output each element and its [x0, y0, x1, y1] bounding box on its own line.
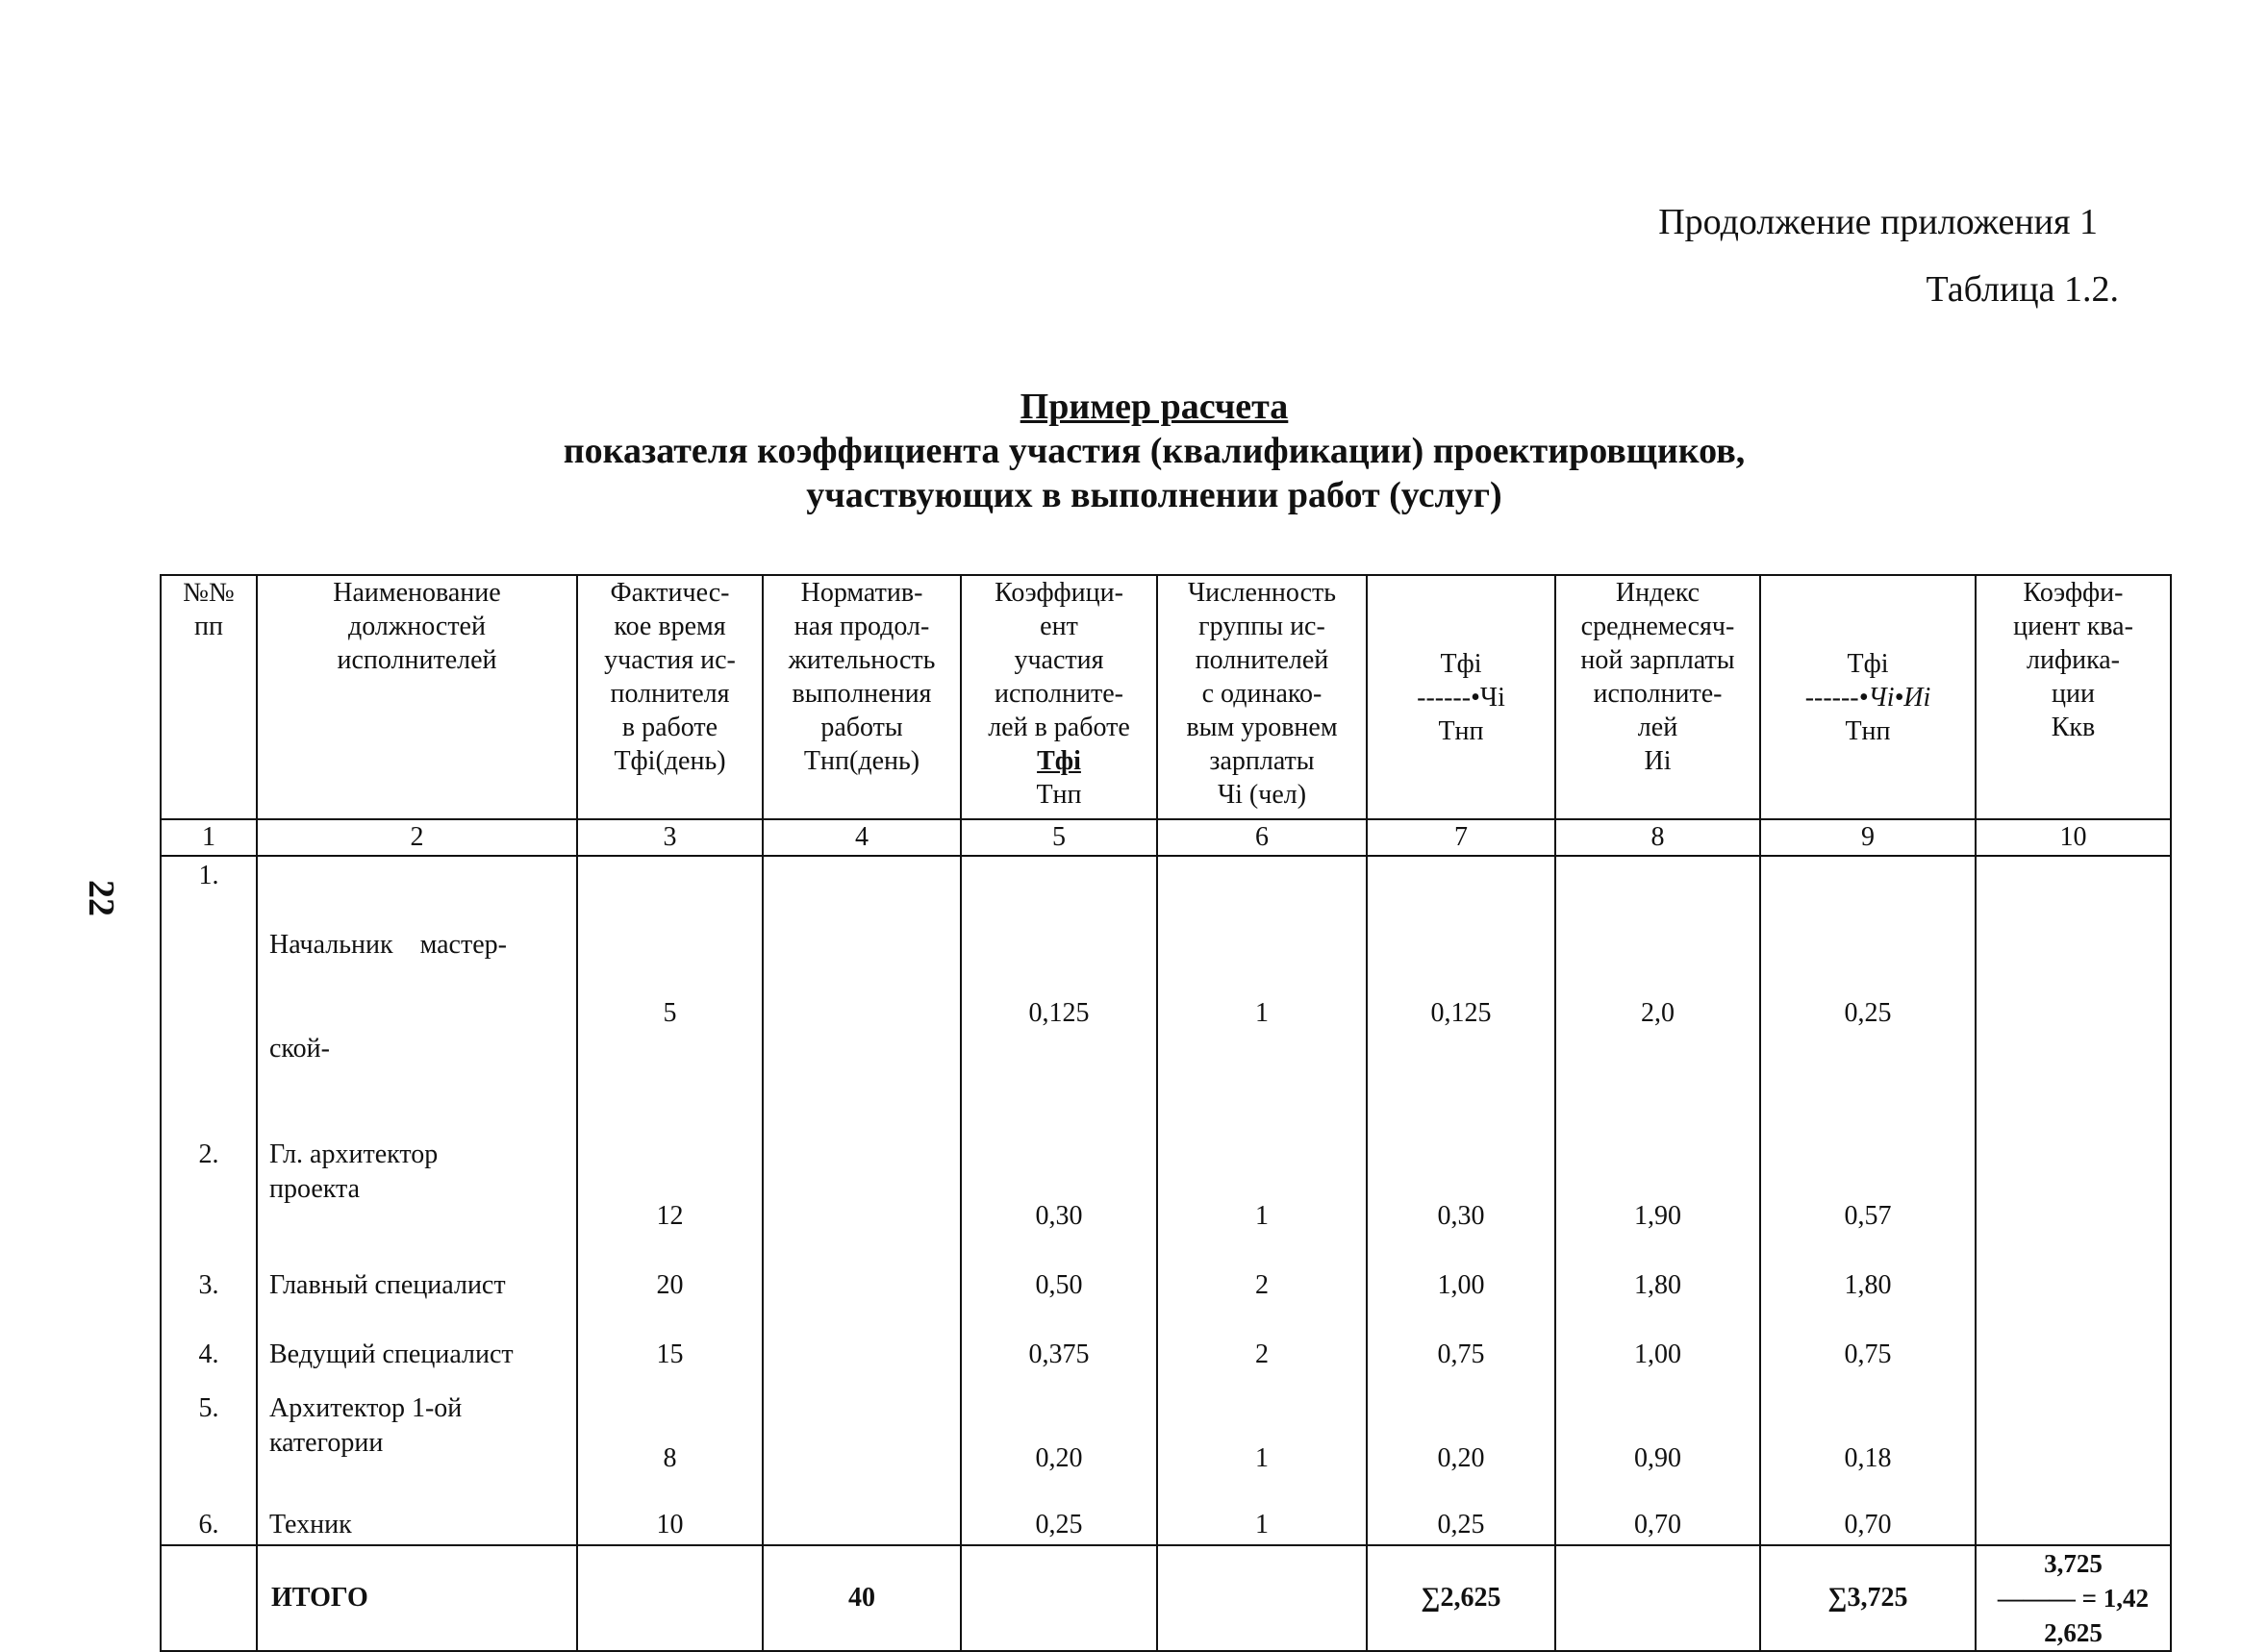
position-name-line: Архитектор 1-ой [269, 1393, 463, 1423]
header-text: с одинако- [1201, 679, 1323, 709]
header-text: кое время [614, 612, 726, 641]
page-number: 22 [81, 880, 121, 916]
participation-coefficient: 0,20 [961, 1378, 1157, 1482]
header-text: ент [1040, 612, 1078, 641]
actual-time: 12 [577, 1136, 763, 1239]
kkv-denominator: 2,625 [2044, 1618, 2103, 1647]
calculation-table [160, 574, 2172, 1652]
table-row [161, 1378, 2171, 1482]
header-text: пп [194, 612, 223, 641]
col9-value: 0,70 [1760, 1482, 1976, 1545]
col9-value: 1,80 [1760, 1239, 1976, 1309]
column-number: 8 [1555, 819, 1760, 856]
header-text: полнителей [1195, 645, 1329, 675]
table-row [161, 1136, 2171, 1239]
position-name [257, 856, 577, 1136]
header-text: Чi (чел) [1217, 780, 1307, 810]
actual-time: 10 [577, 1482, 763, 1545]
total-actual-time [577, 1545, 763, 1651]
header-text: должностей [348, 612, 486, 641]
position-name-line: категории [269, 1428, 384, 1458]
row-number: 6. [161, 1482, 257, 1545]
row-number: 4. [161, 1309, 257, 1378]
header-text: Тнп [1845, 715, 1891, 746]
normative-time [763, 1482, 961, 1545]
row-number: 5. [161, 1378, 257, 1482]
document-title [0, 385, 2242, 517]
row-number: 1. [161, 856, 257, 1136]
col9-value: 0,75 [1760, 1309, 1976, 1378]
position-name [257, 1482, 577, 1545]
column-number: 4 [763, 819, 961, 856]
header-col-6 [1157, 575, 1367, 819]
salary-index: 1,90 [1555, 1136, 1760, 1239]
header-col-1 [161, 575, 257, 819]
header-col-4 [763, 575, 961, 819]
header-text: Тнп [1036, 780, 1082, 810]
header-text: зарплаты [1209, 746, 1315, 776]
qualification-coefficient [1976, 1136, 2171, 1239]
header-text: ная продол- [794, 612, 930, 641]
salary-index: 2,0 [1555, 856, 1760, 1136]
kkv-numerator: 3,725 [2044, 1549, 2103, 1578]
header-text: Фактичес- [610, 578, 730, 608]
qualification-coefficient [1976, 1482, 2171, 1545]
header-text: исполните- [995, 679, 1123, 709]
header-text: Тнп [1438, 715, 1484, 746]
column-number: 9 [1760, 819, 1976, 856]
column-number: 5 [961, 819, 1157, 856]
header-text: Численность [1187, 578, 1337, 608]
total-label: ИТОГО [257, 1545, 577, 1651]
header-col-8 [1555, 575, 1760, 819]
table-row [161, 856, 2171, 1136]
header-text: ------•Чi [1417, 682, 1505, 713]
participation-coefficient: 0,50 [961, 1239, 1157, 1309]
col7-value: 1,00 [1367, 1239, 1555, 1309]
salary-index: 1,00 [1555, 1309, 1760, 1378]
salary-index: 1,80 [1555, 1239, 1760, 1309]
header-text: исполните- [1593, 679, 1723, 709]
column-number: 6 [1157, 819, 1367, 856]
total-col7: ∑2,625 [1367, 1545, 1555, 1651]
position-name-line: Ведущий специалист [269, 1339, 514, 1369]
position-name-line: Техник [269, 1510, 352, 1539]
col7-value: 0,20 [1367, 1378, 1555, 1482]
position-name [257, 1136, 577, 1239]
position-name-line: Главный специалист [269, 1270, 506, 1300]
total-group-size [1157, 1545, 1367, 1651]
qualification-coefficient [1976, 856, 2171, 1136]
group-size: 1 [1157, 1378, 1367, 1482]
position-name-line: ской- [269, 1034, 330, 1064]
row-number: 2. [161, 1136, 257, 1239]
normative-time [763, 1239, 961, 1309]
group-size: 2 [1157, 1239, 1367, 1309]
header-text: ной зарплаты [1580, 645, 1735, 675]
total-qualification-coefficient [1976, 1545, 2171, 1651]
column-number: 2 [257, 819, 577, 856]
header-text: Тнп(день) [803, 746, 920, 776]
total-coefficient [961, 1545, 1157, 1651]
col7-value: 0,25 [1367, 1482, 1555, 1545]
header-text: лифика- [2026, 645, 2120, 675]
participation-coefficient: 0,375 [961, 1309, 1157, 1378]
header-col-7 [1367, 575, 1555, 819]
col9-value: 0,18 [1760, 1378, 1976, 1482]
header-text: жительность [788, 645, 936, 675]
header-text: Тфi [1440, 648, 1482, 679]
table-row [161, 1309, 2171, 1378]
header-text: Наименование [333, 578, 501, 608]
header-text: выполнения [792, 679, 932, 709]
normative-time [763, 1136, 961, 1239]
total-number [161, 1545, 257, 1651]
group-size: 1 [1157, 1136, 1367, 1239]
header-text: лей [1637, 713, 1678, 742]
normative-time [763, 856, 961, 1136]
participation-coefficient: 0,125 [961, 856, 1157, 1136]
header-text: №№ [183, 578, 235, 608]
header-text: полнителя [610, 679, 730, 709]
continuation-label: Продолжение приложения 1 [1658, 202, 2098, 242]
group-size: 1 [1157, 856, 1367, 1136]
total-normative-time: 40 [763, 1545, 961, 1651]
position-name [257, 1378, 577, 1482]
header-col-9 [1760, 575, 1976, 819]
col7-value: 0,75 [1367, 1309, 1555, 1378]
group-size: 2 [1157, 1309, 1367, 1378]
header-col-2 [257, 575, 577, 819]
column-number: 7 [1367, 819, 1555, 856]
header-text: в работе [621, 713, 718, 742]
header-text: Норматив- [800, 578, 923, 608]
header-text: вым уровнем [1186, 713, 1338, 742]
qualification-coefficient [1976, 1239, 2171, 1309]
header-col-5 [961, 575, 1157, 819]
header-col-10 [1976, 575, 2171, 819]
header-text: Коэффи- [2023, 578, 2124, 608]
header-text: Тфi [1847, 648, 1889, 679]
title-line-1: Пример расчета [1020, 387, 1289, 427]
header-text: участия [1014, 645, 1104, 675]
header-text: среднемесяч- [1580, 612, 1735, 641]
column-number: 3 [577, 819, 763, 856]
group-size: 1 [1157, 1482, 1367, 1545]
header-text: Ккв [2051, 713, 2096, 742]
col9-value: 0,57 [1760, 1136, 1976, 1239]
header-text: Коэффици- [995, 578, 1123, 608]
title-line-3: участвующих в выполнении работ (услуг) [806, 475, 1502, 515]
total-salary-index [1555, 1545, 1760, 1651]
actual-time: 20 [577, 1239, 763, 1309]
total-row [161, 1545, 2171, 1651]
header-text: участия ис- [604, 645, 736, 675]
header-text: исполнителей [337, 645, 497, 675]
header-text: Тфi(день) [614, 746, 726, 776]
table-row [161, 1482, 2171, 1545]
position-name-line: проекта [269, 1174, 360, 1204]
actual-time: 5 [577, 856, 763, 1136]
position-name [257, 1239, 577, 1309]
header-text: работы [820, 713, 903, 742]
qualification-coefficient [1976, 1378, 2171, 1482]
header-text: циент ква- [2013, 612, 2133, 641]
header-text: Иi [1644, 746, 1672, 776]
col7-value: 0,125 [1367, 856, 1555, 1136]
title-line-2: показателя коэффициента участия (квалификации) проектировщиков, [563, 431, 1746, 471]
position-name-line: Начальник мастер- [269, 930, 507, 960]
table-header-row [161, 575, 2171, 819]
header-text: лей в работе [988, 713, 1130, 742]
column-number-row [161, 819, 2171, 856]
table-number: Таблица 1.2. [1926, 269, 2119, 310]
salary-index: 0,90 [1555, 1378, 1760, 1482]
header-text: ------•Чi•Иi [1804, 682, 1931, 713]
normative-time [763, 1309, 961, 1378]
normative-time [763, 1378, 961, 1482]
participation-coefficient: 0,25 [961, 1482, 1157, 1545]
header-text: Индекс [1615, 578, 1700, 608]
column-number: 10 [1976, 819, 2171, 856]
table-row [161, 1239, 2171, 1309]
col9-value: 0,25 [1760, 856, 1976, 1136]
total-col9: ∑3,725 [1760, 1545, 1976, 1651]
header-text: ции [2052, 679, 2095, 709]
participation-coefficient: 0,30 [961, 1136, 1157, 1239]
header-col-3 [577, 575, 763, 819]
position-name [257, 1309, 577, 1378]
qualification-coefficient [1976, 1309, 2171, 1378]
header-text: группы ис- [1198, 612, 1325, 641]
actual-time: 15 [577, 1309, 763, 1378]
position-name-line: Гл. архитектор [269, 1139, 439, 1169]
salary-index: 0,70 [1555, 1482, 1760, 1545]
col7-value: 0,30 [1367, 1136, 1555, 1239]
column-number: 1 [161, 819, 257, 856]
header-text: Тфi [1037, 746, 1081, 776]
row-number: 3. [161, 1239, 257, 1309]
actual-time: 8 [577, 1378, 763, 1482]
kkv-fraction-line: ——— = 1,42 [1997, 1584, 2150, 1613]
